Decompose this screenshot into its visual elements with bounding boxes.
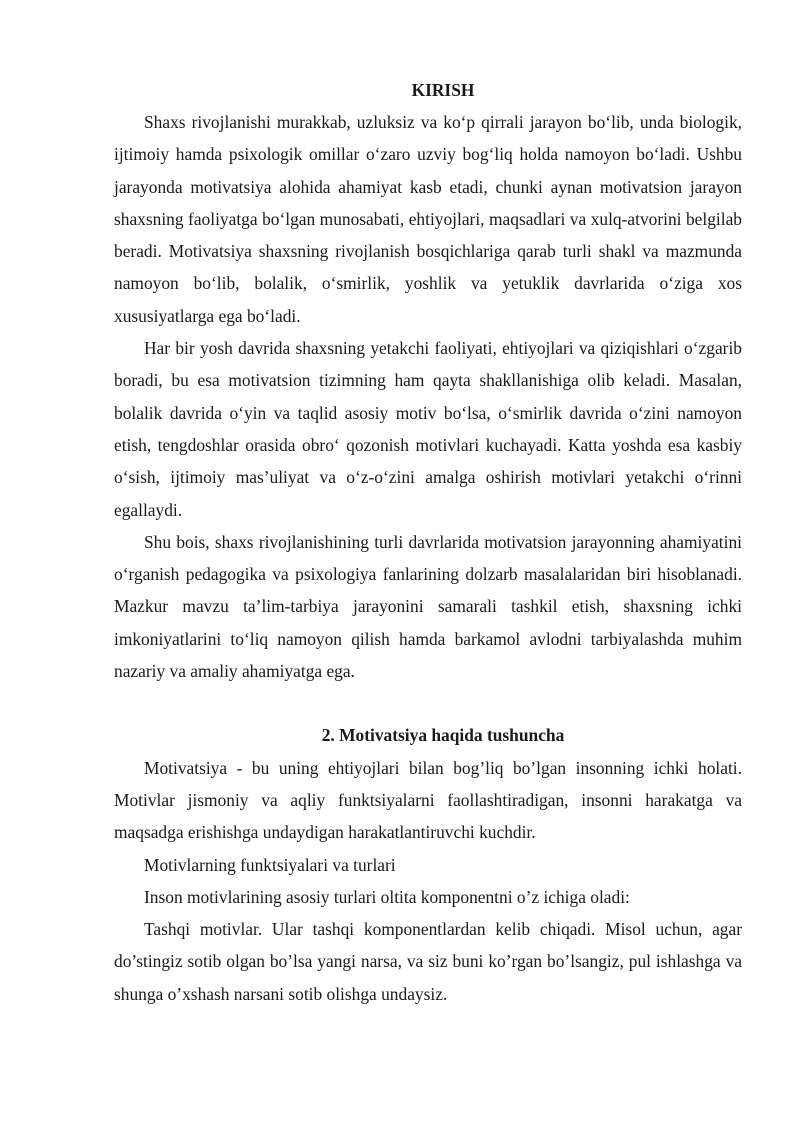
section-title: 2. Motivatsiya haqida tushuncha xyxy=(321,725,565,746)
section-paragraph-2: Motivlarning funktsiyalari va turlari xyxy=(144,854,396,875)
section-paragraph-3: Inson motivlarining asosiy turlari oltita komponentni o’z ichiga oladi: xyxy=(144,886,630,907)
section-spacer xyxy=(114,687,742,719)
intro-paragraph-3: Shu bois, shaxs rivojlanishining turli davrlarida motivatsion jarayonning ahamiyatini o‘rganish pedagogika va psixologiya fanlarining dolzarb masalalaridan biri hisoblanadi. Mazkur mavzu ta’lim-tarbiya jarayonini samarali tashkil etish, shaxsning ichki imkoniyatlarini to‘liq namoyon qilish hamda barkamol avlodni tarbiyalashda muhim nazariy va amaliy ahamiyatga ega. xyxy=(114,531,742,682)
intro-paragraph-2: Har bir yosh davrida shaxsning yetakchi faoliyati, ehtiyojlari va qiziqishlari o‘zgarib boradi, bu esa motivatsion tizimning ham qayta shakllanishiga olib keladi. Masalan, bolalik davrida o‘yin va taqlid asosiy motiv bo‘lsa, o‘smirlik davrida o‘zini namoyon etish, tengdoshlar orasida obro‘ qozonish motivlari kuchayadi. Katta yoshda esa kasbiy o‘sish, ijtimoiy mas’uliyat va o‘z-o‘zini amalga oshirish motivlari yetakchi o‘rinni egallaydi. xyxy=(114,338,742,520)
page-content xyxy=(114,74,742,1010)
section-paragraph-4: Tashqi motivlar. Ular tashqi komponentlardan kelib chiqadi. Misol uchun, agar do’stingiz sotib olgan bo’lsa yangi narsa, va siz buni ko’rgan bo’lsangiz, pul ishlashga va shunga o’xshash narsani sotib olishga undaysiz. xyxy=(114,919,742,1004)
intro-title: KIRISH xyxy=(411,80,475,100)
intro-paragraph-1: Shaxs rivojlanishi murakkab, uzluksiz va ko‘p qirrali jarayon bo‘lib, unda biologik, ijtimoiy hamda psixologik omillar o‘zaro uzviy bog‘liq holda namoyon bo‘ladi. Ushbu jarayonda motivatsiya alohida ahamiyat kasb etadi, chunki aynan motivatsion jarayon shaxsning faoliyatga bo‘lgan munosabati, ehtiyojlari, maqsadlari va xulq-atvorini belgilab beradi. Motivatsiya shaxsning rivojlanish bosqichlariga qarab turli shakl va mazmunda namoyon bo‘lib, bolalik, o‘smirlik, yoshlik va yetuklik davrlarida o‘ziga xos xususiyatlarga ega bo‘ladi. xyxy=(114,112,742,326)
section-paragraph-1: Motivatsiya - bu uning ehtiyojlari bilan bog’liq bo’lgan insonning ichki holati. Motivlar jismoniy va aqliy funktsiyalarni faollashtiradigan, insonni harakatga va maqsadga erishishga undaydigan harakatlantiruvchi kuchdir. xyxy=(114,757,742,843)
